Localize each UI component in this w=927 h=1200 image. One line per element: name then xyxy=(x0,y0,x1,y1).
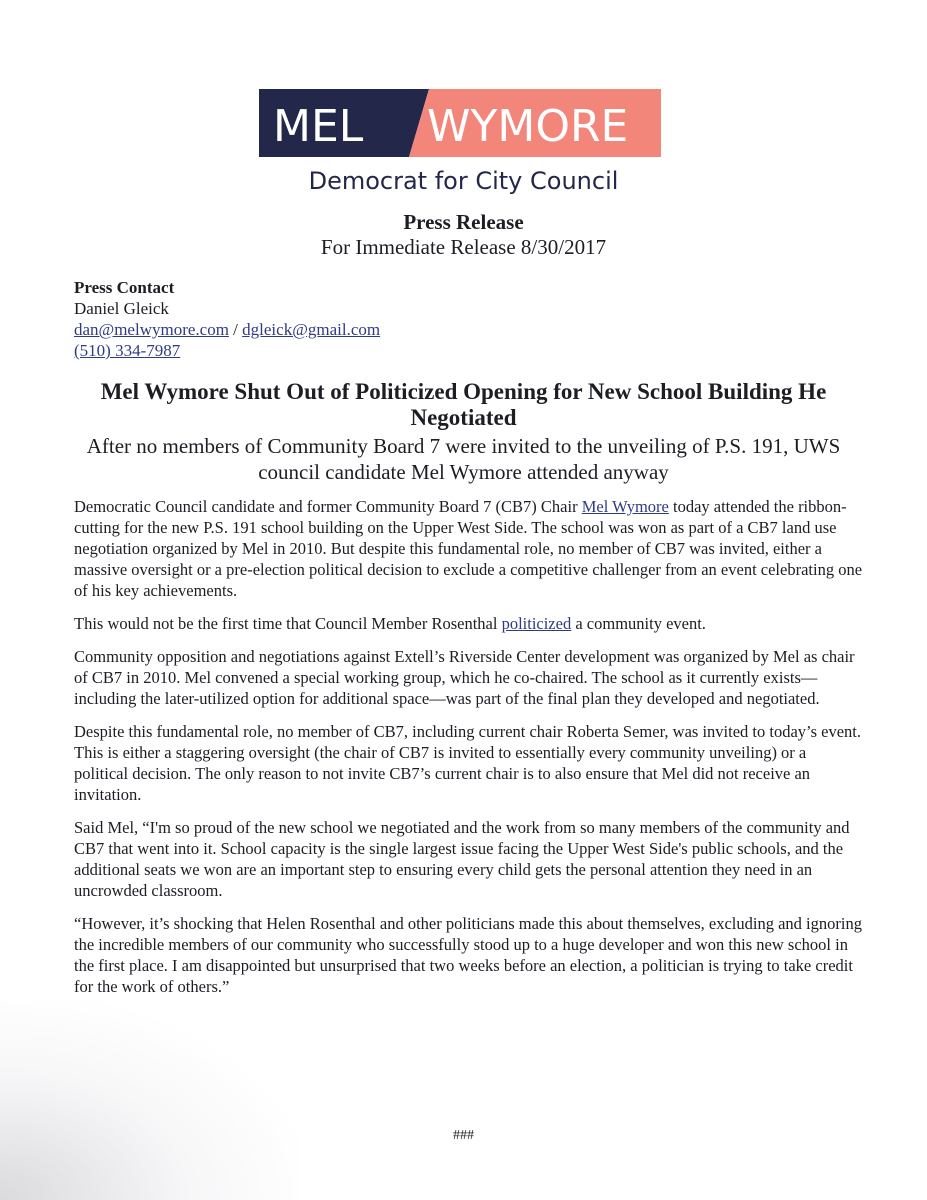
logo-subtitle: Democrat for City Council xyxy=(308,167,619,195)
headline: Mel Wymore Shut Out of Politicized Opening for New School Building He Negotiated xyxy=(100,379,827,430)
paragraph-2: This would not be the first time that Council Member Rosenthal politicized a community event. xyxy=(74,614,706,633)
press-release-title: Press Release xyxy=(403,210,524,234)
contact-phone-link[interactable]: (510) 334-7987 xyxy=(74,341,181,360)
contact-email-link-1[interactable]: dan@melwymore.com xyxy=(74,320,229,339)
body-text xyxy=(74,496,864,1009)
mel-wymore-link[interactable]: Mel Wymore xyxy=(581,497,669,516)
contact-email-link-2[interactable]: dgleick@gmail.com xyxy=(242,320,381,339)
paragraph-3: Community opposition and negotiations against Extell’s Riverside Center development was organized by Mel as chair of CB7 in 2010. Mel convened a special working group, which he co-chaired. The school as it currently exists—including the later-utilized option for additional space—was part of the final plan they developed and negotiated. xyxy=(74,647,855,708)
campaign-logo xyxy=(259,89,661,157)
paragraph-6: “However, it’s shocking that Helen Rosenthal and other politicians made this about themselves, excluding and ignoring the incredible members of our community who successfully stood up to a huge developer and won this new school in the first place. I am disappointed but unsurprised that two weeks before an election, a politician is trying to take credit for the work of others.” xyxy=(74,914,862,996)
logo-name-right: WYMORE xyxy=(427,101,629,152)
politicized-link[interactable]: politicized xyxy=(501,614,572,633)
press-contact-name: Daniel Gleick xyxy=(74,299,169,318)
paragraph-1: Democratic Council candidate and former Community Board 7 (CB7) Chair Mel Wymore today attended the ribbon-cutting for the new P.S. 191 school building on the Upper West Side. The school was won as part of a CB7 land use negotiation organized by Mel in 2010. But despite this fundamental role, no member of CB7 was invited, either a massive oversight or a pre-election political decision to exclude a competitive challenger from an event celebrating one of his key achievements. xyxy=(74,497,863,600)
end-mark: ### xyxy=(453,1128,474,1143)
logo-name-left: MEL xyxy=(273,101,364,152)
press-contact-emails xyxy=(74,319,380,340)
subheadline: After no members of Community Board 7 were invited to the unveiling of P.S. 191, UWS council candidate Mel Wymore attended anyway xyxy=(86,434,841,484)
paragraph-4: Despite this fundamental role, no member of CB7, including current chair Roberta Semer, was invited to today’s event. This is either a staggering oversight (the chair of CB7 is invited to essentially every community unveiling) or a political decision. The only reason to not invite CB7’s current chair is to also ensure that Mel did not receive an invitation. xyxy=(74,722,862,804)
press-contact-label: Press Contact xyxy=(74,278,175,297)
paragraph-5: Said Mel, “I'm so proud of the new school we negotiated and the work from so many members of the community and CB7 that went into it. School capacity is the single largest issue facing the Upper West Side's public schools, and the additional seats we won are an important step to ensuring every child gets the personal attention they need in an uncrowded classroom. xyxy=(74,818,850,900)
paper-shadow xyxy=(0,1000,300,1200)
press-contact-block xyxy=(74,277,380,361)
email-separator: / xyxy=(228,320,243,339)
release-date-line: For Immediate Release 8/30/2017 xyxy=(320,235,607,259)
